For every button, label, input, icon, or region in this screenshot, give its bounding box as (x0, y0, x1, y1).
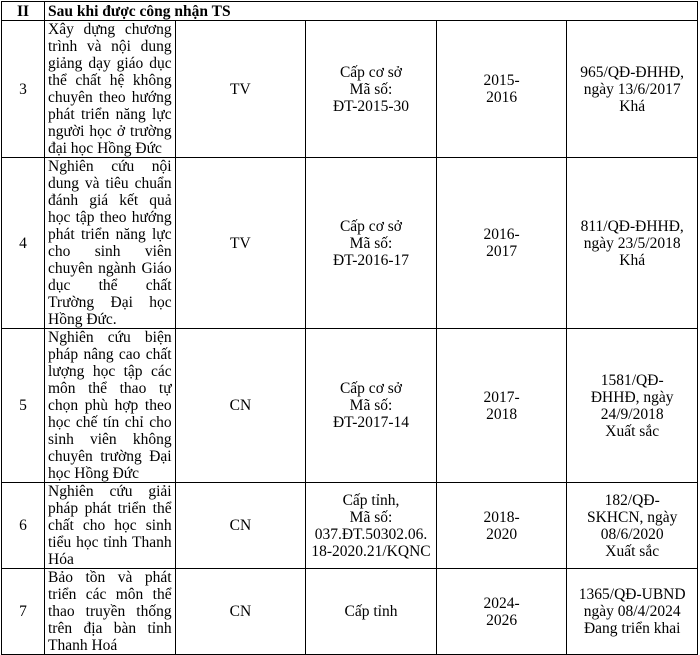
project-years: 2015- 2016 (436, 21, 567, 158)
row-number: 4 (2, 158, 45, 329)
project-role: CN (175, 569, 306, 655)
project-years: 2016- 2017 (436, 158, 567, 329)
project-result: 811/QĐ-ĐHHĐ, ngày 23/5/2018 Khá (567, 158, 698, 329)
project-name: Xây dựng chương trình và nội dung giảng dạy giáo dục thể chất hệ không chuyên theo hướng phát triển năng lực người học ở trường đại học Hồng Đức (45, 21, 176, 158)
row-number: 6 (2, 483, 45, 569)
row-number: 3 (2, 21, 45, 158)
project-role: TV (175, 158, 306, 329)
table-row (2, 21, 698, 158)
project-years: 2018- 2020 (436, 483, 567, 569)
project-years: 2024- 2026 (436, 569, 567, 655)
table-row (2, 329, 698, 483)
table-row (2, 158, 698, 329)
project-level: Cấp cơ sở Mã số: ĐT-2015-30 (306, 21, 437, 158)
project-role: CN (175, 483, 306, 569)
project-name: Nghiên cứu giải pháp phát triển thể chất cho học sinh tiểu học tỉnh Thanh Hóa (45, 483, 176, 569)
project-years: 2017- 2018 (436, 329, 567, 483)
row-number: 5 (2, 329, 45, 483)
section-title: Sau khi được công nhận TS (45, 2, 698, 21)
project-level: Cấp tỉnh, Mã số: 037.ĐT.50302.06. 18-2020.21/KQNC (306, 483, 437, 569)
section-number: II (2, 2, 45, 21)
project-name: Nghiên cứu nội dung và tiêu chuẩn đánh giá kết quả học tập theo hướng phát triển năng lực cho sinh viên chuyên ngành Giáo dục thể chất Trường Đại học Hồng Đức. (45, 158, 176, 329)
project-result: 1365/QĐ-UBND ngày 08/4/2024 Đang triển khai (567, 569, 698, 655)
row-number: 7 (2, 569, 45, 655)
project-role: CN (175, 329, 306, 483)
project-name: Bảo tồn và phát triển các môn thể thao truyền thống trên địa bàn tỉnh Thanh Hoá (45, 569, 176, 655)
table-row (2, 569, 698, 655)
project-level: Cấp tỉnh (306, 569, 437, 655)
research-projects-table (1, 1, 698, 655)
project-level: Cấp cơ sở Mã số: ĐT-2017-14 (306, 329, 437, 483)
project-level: Cấp cơ sở Mã số: ĐT-2016-17 (306, 158, 437, 329)
project-role: TV (175, 21, 306, 158)
project-result: 965/QĐ-ĐHHĐ, ngày 13/6/2017 Khá (567, 21, 698, 158)
project-result: 1581/QĐ- ĐHHĐ, ngày 24/9/2018 Xuất sắc (567, 329, 698, 483)
section-header-row (2, 2, 698, 21)
table-row (2, 483, 698, 569)
project-name: Nghiên cứu biện pháp nâng cao chất lượng học tập các môn thể thao tự chọn phù hợp theo học chế tín chỉ cho sinh viên không chuyên trường Đại học Hồng Đức (45, 329, 176, 483)
project-result: 182/QĐ- SKHCN, ngày 08/6/2020 Xuất sắc (567, 483, 698, 569)
